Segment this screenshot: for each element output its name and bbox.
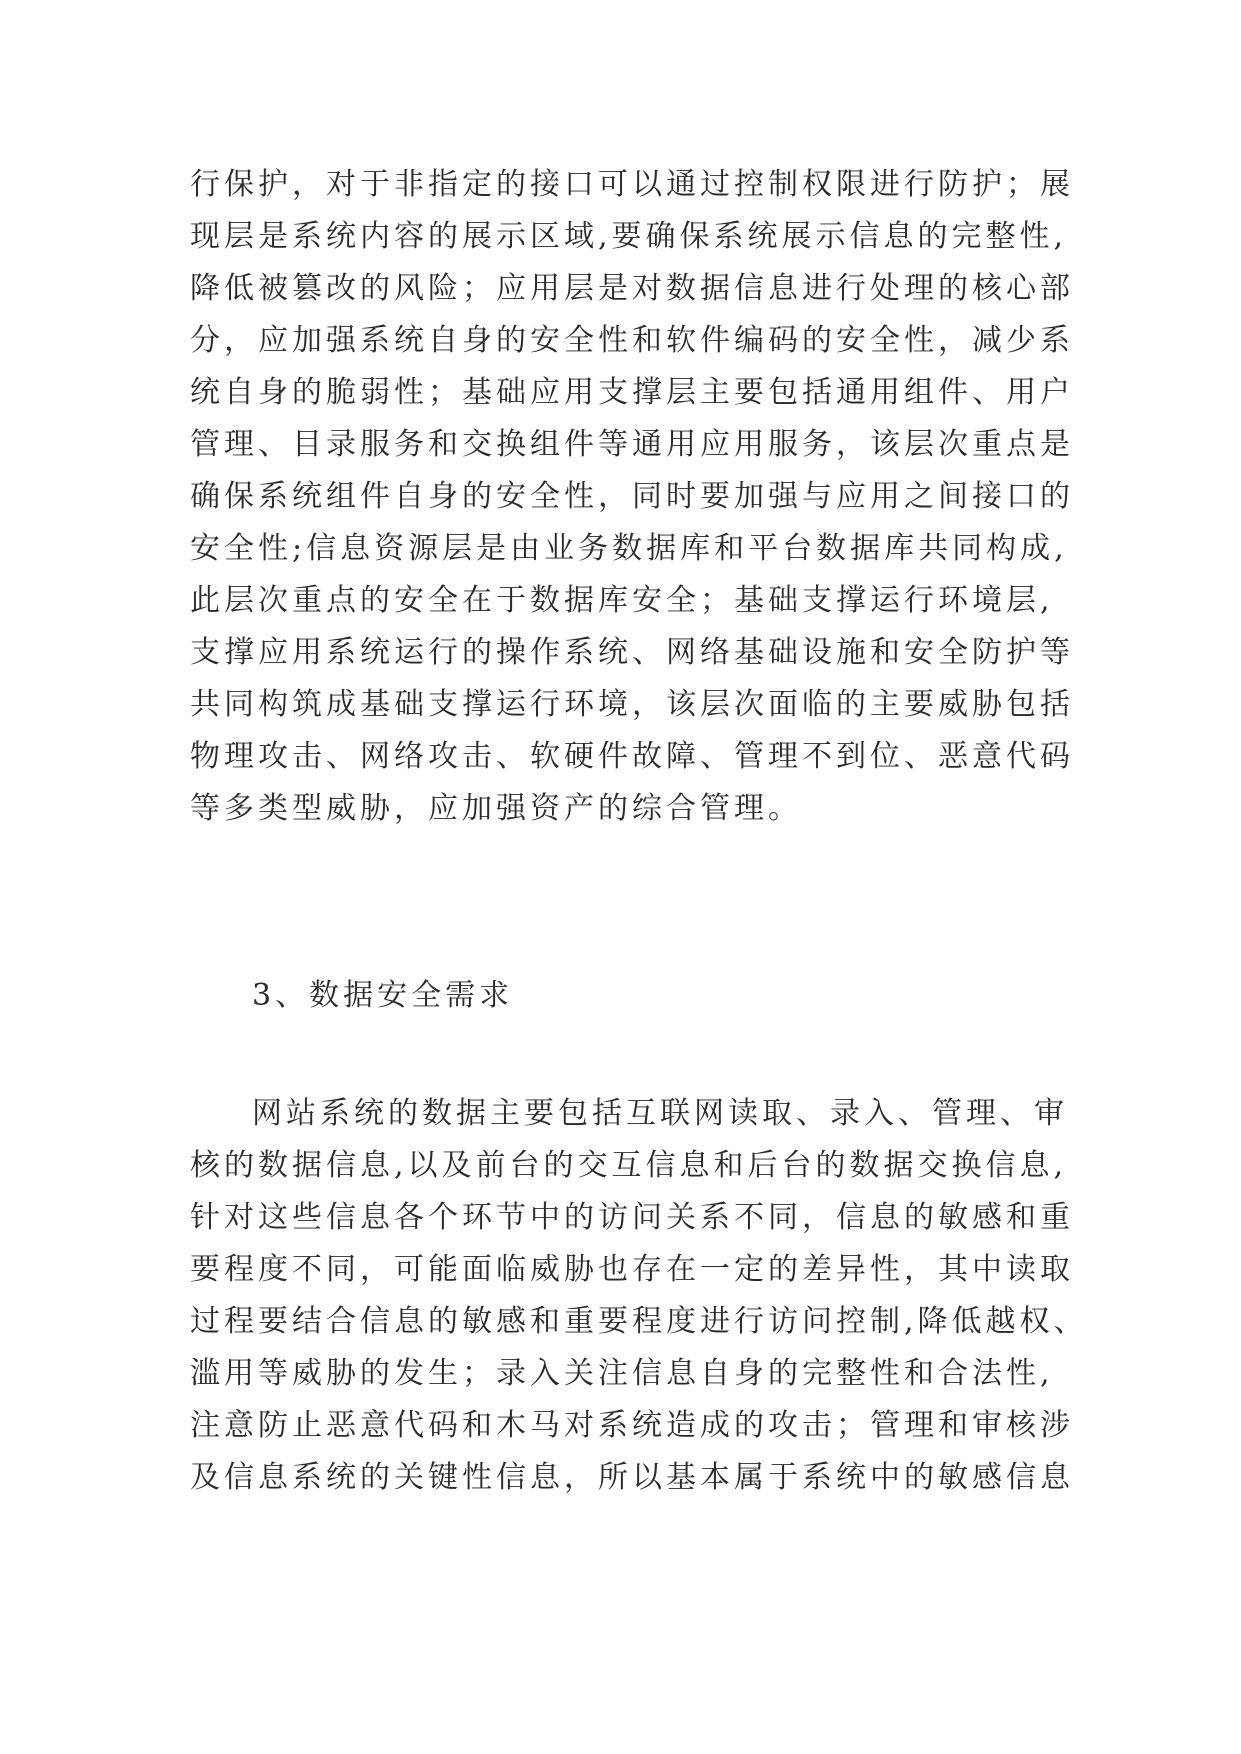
paragraph-line: 滥用等威胁的发生；录入关注信息自身的完整性和合法性,: [190, 1356, 1054, 1391]
paragraph-line: 及信息系统的关键性信息，所以基本属于系统中的敏感信息: [190, 1460, 1074, 1495]
section-heading: [252, 970, 1152, 1022]
paragraph-line: 过程要结合信息的敏感和重要程度进行访问控制,降低越权、: [190, 1304, 1088, 1339]
paragraph-line: 注意防止恶意代码和木马对系统造成的攻击；管理和审核涉: [190, 1408, 1074, 1443]
paragraph-line: 等多类型威胁，应加强资产的综合管理。: [190, 791, 802, 826]
paragraph-line: 要程度不同，可能面临威胁也存在一定的差异性，其中读取: [190, 1252, 1074, 1287]
paragraph-line: 共同构筑成基础支撑运行环境，该层次面临的主要威胁包括: [190, 687, 1074, 722]
paragraph-line: 支撑应用系统运行的操作系统、网络基础设施和安全防护等: [190, 635, 1074, 670]
paragraph-line: 现层是系统内容的展示区域,要确保系统展示信息的完整性,: [190, 219, 1068, 254]
section-heading-text: 3、数据安全需求: [252, 978, 514, 1013]
paragraph-line: 降低被篡改的风险；应用层是对数据信息进行处理的核心部: [190, 271, 1074, 306]
paragraph-line: 管理、目录服务和交换组件等通用应用服务，该层次重点是: [190, 427, 1074, 462]
paragraph-line: 行保护，对于非指定的接口可以通过控制权限进行防护；展: [190, 167, 1074, 202]
paragraph-line: 针对这些信息各个环节中的访问关系不同，信息的敏感和重: [190, 1200, 1074, 1235]
paragraph-line: 核的数据信息,以及前台的交互信息和后台的数据交换信息,: [190, 1148, 1068, 1183]
paragraph-line: 安全性;信息资源层是由业务数据库和平台数据库共同构成,: [190, 531, 1068, 566]
body-paragraph: [190, 159, 1090, 835]
body-paragraph: [190, 1088, 1090, 1504]
paragraph-line: 此层次重点的安全在于数据库安全；基础支撑运行环境层,: [190, 583, 1054, 618]
paragraph-line: 确保系统组件自身的安全性，同时要加强与应用之间接口的: [190, 479, 1074, 514]
paragraph-line: 网站系统的数据主要包括互联网读取、录入、管理、审: [252, 1096, 1068, 1131]
paragraph-line: 物理攻击、网络攻击、软硬件故障、管理不到位、恶意代码: [190, 739, 1074, 774]
paragraph-line: 统自身的脆弱性；基础应用支撑层主要包括通用组件、用户: [190, 375, 1074, 410]
paragraph-line: 分，应加强系统自身的安全性和软件编码的安全性，减少系: [190, 323, 1074, 358]
